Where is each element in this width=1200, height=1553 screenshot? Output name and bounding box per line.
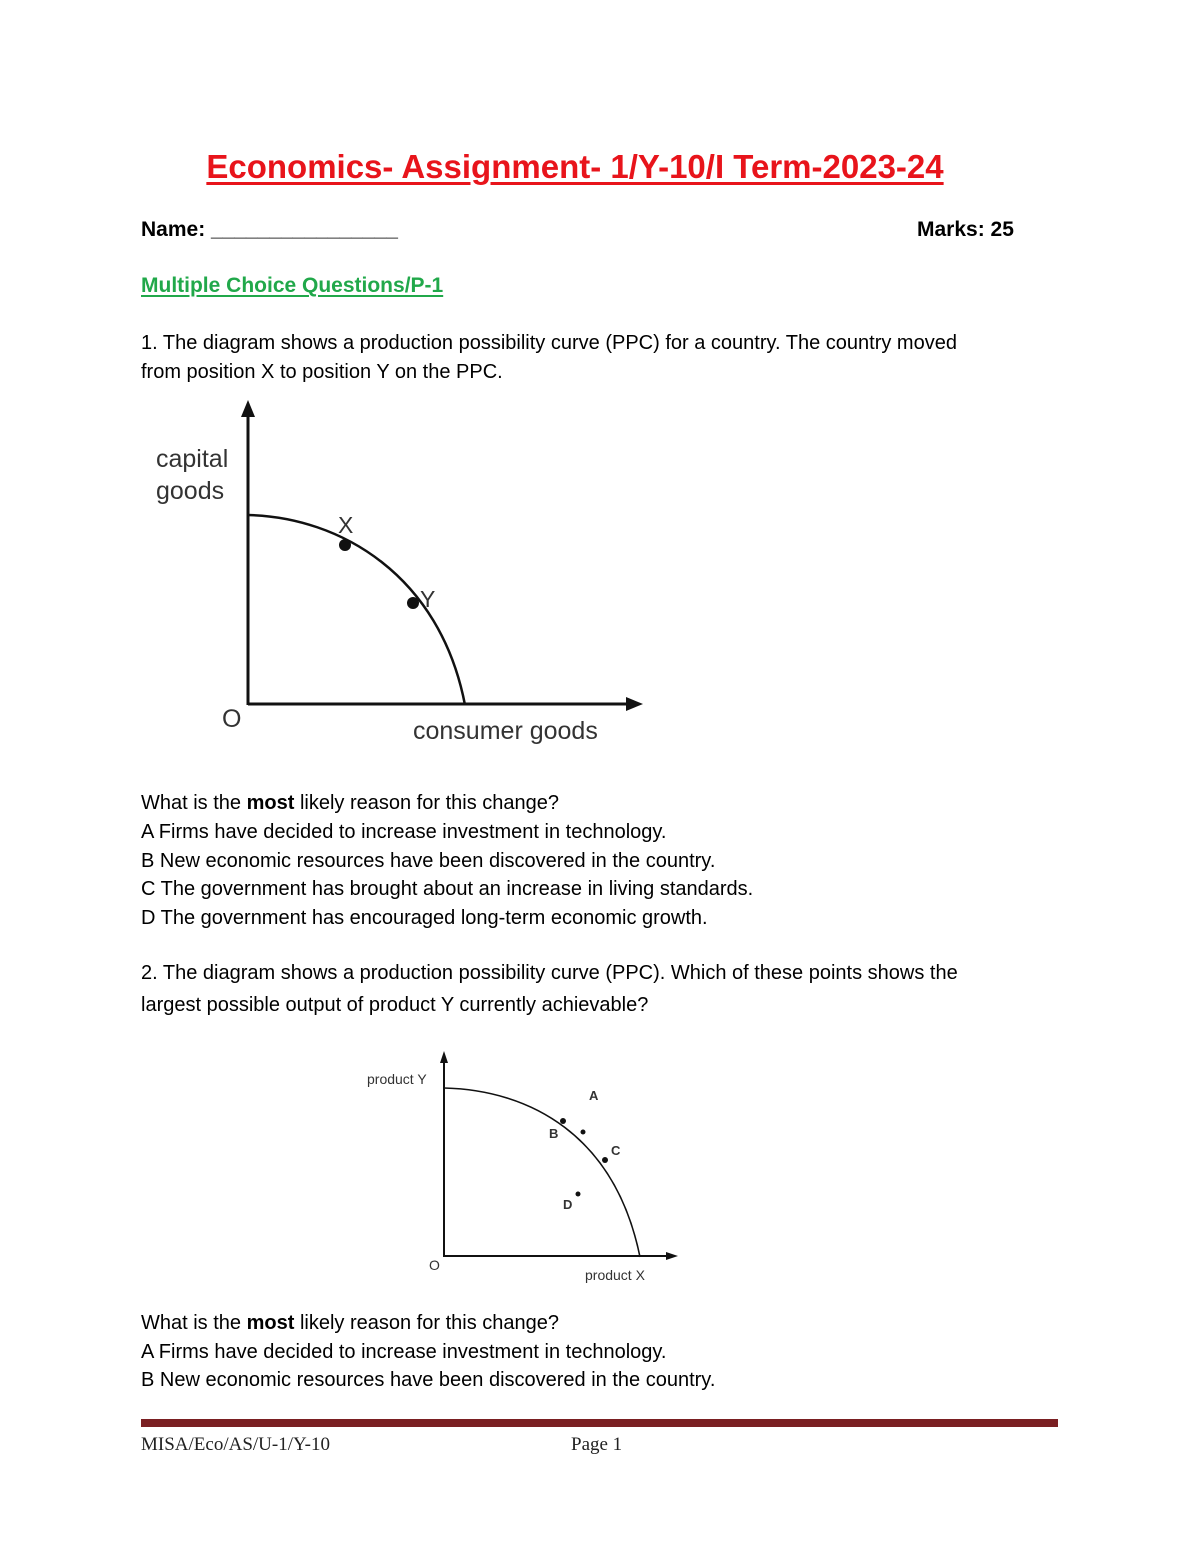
- prompt-emphasis: most: [246, 1312, 295, 1334]
- name-field-label: Name: ________________: [141, 218, 398, 241]
- question-2-text: [141, 957, 1041, 1021]
- question-1-option-c: C The government has brought about an increase in living standards.: [141, 878, 754, 900]
- ppc-diagram-2: [360, 1045, 690, 1290]
- question-2-number: 2.: [141, 962, 158, 984]
- point-x-label: X: [338, 512, 354, 538]
- prompt-text: likely reason for this change?: [294, 1312, 559, 1334]
- question-1-option-b: B New economic resources have been discovered in the country.: [141, 850, 716, 872]
- y-axis-label-line1: capital: [156, 445, 229, 473]
- ppc-curve: [444, 1088, 640, 1257]
- footer-rule: [141, 1419, 1058, 1427]
- y-axis-label-line2: goods: [156, 477, 225, 505]
- point-c-label: C: [611, 1143, 621, 1158]
- point-b-marker: [560, 1118, 566, 1124]
- point-c-marker: [602, 1157, 608, 1163]
- origin-label: O: [222, 705, 242, 733]
- prompt-text: What is the: [141, 792, 247, 814]
- question-1-line1: The diagram shows a production possibility curve (PPC) for a country. The country moved: [157, 332, 957, 354]
- point-y-label: Y: [420, 586, 436, 612]
- x-axis-label: product X: [585, 1267, 645, 1283]
- prompt-emphasis: most: [246, 792, 295, 814]
- section-title: Multiple Choice Questions/P-1: [141, 274, 444, 297]
- ppc-diagram-1: [140, 395, 660, 755]
- point-a-marker: [581, 1130, 586, 1135]
- marks-label: Marks: 25: [917, 218, 1014, 241]
- point-b-label: B: [549, 1126, 559, 1141]
- document-title: Economics- Assignment- 1/Y-10/I Term-2023-24: [206, 148, 944, 185]
- footer-page-number: Page 1: [571, 1434, 623, 1455]
- point-d-label: D: [563, 1197, 573, 1212]
- x-axis-label: consumer goods: [413, 717, 598, 745]
- question-2-line2: largest possible output of product Y currently achievable?: [141, 994, 649, 1016]
- footer-document-code: MISA/Eco/AS/U-1/Y-10: [141, 1434, 330, 1455]
- prompt-text: likely reason for this change?: [294, 792, 559, 814]
- x-axis-arrow-icon: [666, 1252, 678, 1260]
- question-1-option-a: A Firms have decided to increase investment in technology.: [141, 821, 667, 843]
- point-a-label: A: [589, 1088, 599, 1103]
- question-1-option-d: D The government has encouraged long-term economic growth.: [141, 907, 708, 929]
- y-axis-arrow-icon: [241, 400, 255, 417]
- question-1-number: 1.: [141, 332, 158, 354]
- point-x-marker: [339, 539, 351, 551]
- y-axis-label: product Y: [367, 1071, 427, 1087]
- point-d-marker: [576, 1192, 581, 1197]
- question-1-text: [141, 329, 1041, 387]
- question-2-line1: The diagram shows a production possibility curve (PPC). Which of these points shows the: [157, 962, 958, 984]
- prompt-text: What is the: [141, 1312, 247, 1334]
- y-axis-arrow-icon: [440, 1051, 448, 1063]
- origin-label: O: [429, 1257, 440, 1273]
- question-2-option-a: A Firms have decided to increase investment in technology.: [141, 1341, 667, 1363]
- question-1-prompt: [141, 789, 559, 818]
- x-axis-arrow-icon: [626, 697, 643, 711]
- point-y-marker: [407, 597, 419, 609]
- question-1-line2: from position X to position Y on the PPC.: [141, 361, 503, 383]
- question-2-prompt: [141, 1309, 559, 1338]
- question-2-option-b: B New economic resources have been discovered in the country.: [141, 1369, 716, 1391]
